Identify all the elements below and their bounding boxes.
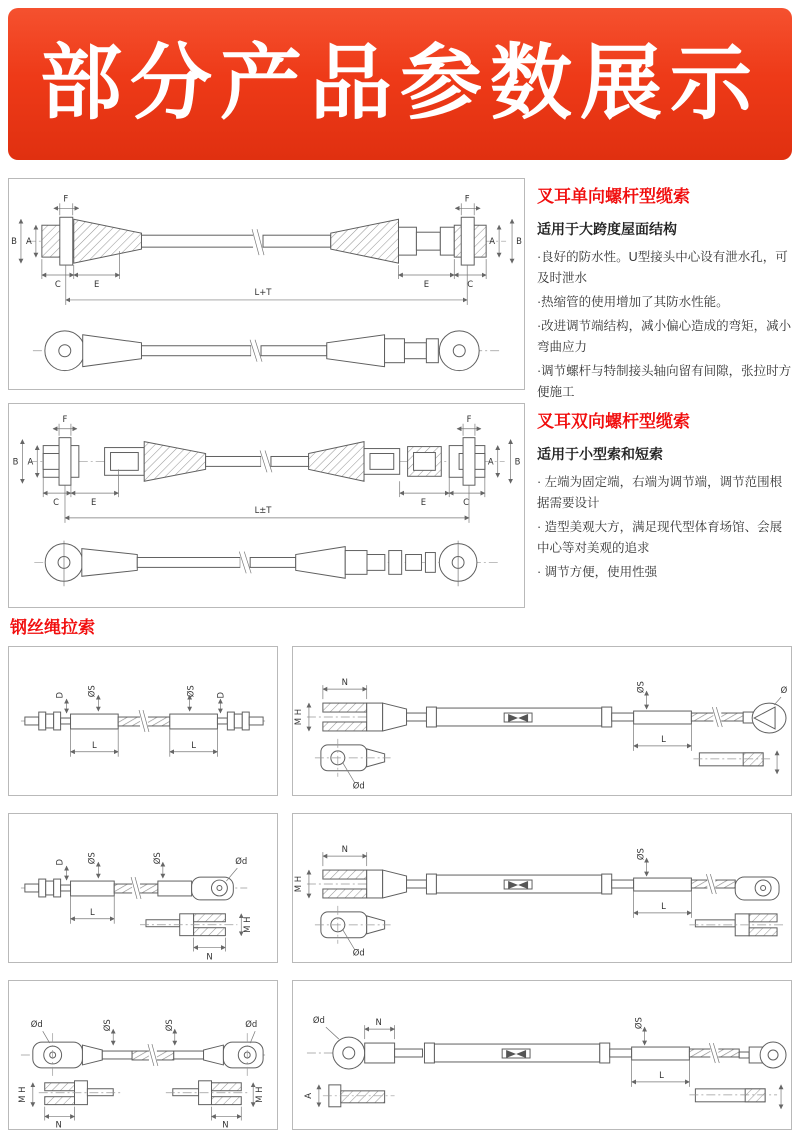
- dim-label: E: [91, 497, 97, 508]
- stud-stud-rope-drawing: [9, 647, 277, 795]
- bullet: · 左端为固定端，右端为调节端，调节范围根据需要设计: [537, 475, 783, 510]
- dim-label: B: [514, 456, 521, 467]
- dim-label: E: [93, 278, 100, 289]
- dim-label: A: [26, 236, 32, 247]
- dim-label: C: [467, 278, 474, 289]
- dim-label: B: [516, 236, 522, 247]
- single-screw-cable-drawing: [9, 179, 524, 389]
- dim-label: D: [54, 691, 65, 699]
- dim-label: F: [466, 413, 472, 424]
- dim-label: N: [341, 677, 348, 688]
- dim-label: Ød: [245, 1019, 258, 1030]
- dim-label: N: [341, 844, 348, 855]
- dim-label: A: [487, 456, 494, 467]
- dim-label: Ø: [780, 685, 788, 696]
- dim-label: Ød: [352, 947, 365, 958]
- single-screw-cable-diagram-frame: [8, 178, 525, 390]
- fork-turnbuckle-eye-drawing: [293, 814, 791, 962]
- fork-turnbuckle-eye-diagram-frame: [292, 813, 792, 963]
- dim-label: M H: [254, 1086, 265, 1103]
- section-title: 叉耳双向螺杆型缆索: [537, 412, 690, 431]
- double-screw-cable-info: [537, 407, 793, 586]
- wire-rope-section-label: 钢丝绳拉索: [10, 618, 95, 637]
- section-subtitle: 适用于大跨度屋面结构: [537, 221, 677, 237]
- dim-label: L: [659, 1069, 664, 1080]
- dim-label: B: [11, 236, 17, 247]
- dim-label: M H: [293, 875, 303, 893]
- dim-label: L: [92, 739, 97, 750]
- dim-label: N: [375, 1017, 382, 1028]
- bullet: ·调节螺杆与特制接头轴向留有间隙，张拉时方便施工: [537, 364, 792, 399]
- dim-label: A: [27, 456, 34, 467]
- dim-label: ØS: [635, 681, 646, 694]
- dim-label: N: [206, 951, 213, 962]
- dim-label: L+T: [254, 286, 272, 297]
- dim-label: F: [62, 413, 68, 424]
- dim-label: E: [420, 497, 427, 508]
- bullet: · 造型美观大方，满足现代型体育场馆、会展中心等对美观的追求: [537, 520, 783, 555]
- dim-label: E: [423, 278, 430, 289]
- dim-label: L: [191, 739, 196, 750]
- ring-turnbuckle-eye-drawing: [293, 981, 791, 1129]
- page-banner: [8, 8, 792, 160]
- section-title: 叉耳单向螺杆型缆索: [537, 187, 690, 206]
- dim-label: M H: [293, 708, 303, 726]
- dim-label: M H: [242, 916, 253, 933]
- dim-label: A: [489, 236, 496, 247]
- dim-label: L: [661, 733, 666, 744]
- dim-label: D: [215, 691, 226, 699]
- dim-label: Ød: [312, 1015, 325, 1026]
- dim-label: F: [63, 193, 69, 204]
- dim-label: ØS: [633, 1017, 644, 1030]
- dim-label: D: [54, 858, 65, 866]
- dim-label: M H: [16, 1086, 27, 1103]
- dim-label: ØS: [635, 848, 646, 861]
- single-screw-cable-info: [537, 182, 793, 406]
- dim-label: ØS: [86, 685, 97, 698]
- dim-label: L: [90, 906, 95, 917]
- dim-label: C: [54, 278, 61, 289]
- double-screw-cable-drawing: [9, 404, 524, 607]
- stud-eye-rope-drawing: [9, 814, 277, 962]
- dim-label: B: [12, 456, 19, 467]
- dim-label: Ød: [30, 1019, 43, 1030]
- dim-label: N: [55, 1119, 62, 1129]
- dim-label: ØS: [86, 852, 97, 865]
- dim-label: N: [222, 1119, 229, 1129]
- dim-label: ØS: [163, 1019, 174, 1032]
- dim-label: L±T: [254, 504, 272, 515]
- dim-label: ØS: [151, 852, 162, 865]
- dim-label: A: [302, 1092, 313, 1099]
- eye-eye-rope-diagram-frame: [8, 980, 278, 1130]
- stud-eye-rope-diagram-frame: [8, 813, 278, 963]
- section-subtitle: 适用于小型索和短索: [537, 446, 663, 462]
- dim-label: Ød: [352, 780, 365, 791]
- dim-label: ØS: [102, 1019, 113, 1032]
- dim-label: C: [53, 497, 60, 508]
- stud-stud-rope-diagram-frame: [8, 646, 278, 796]
- bullet: · 调节方便，使用性强: [537, 565, 658, 579]
- fork-turnbuckle-thimble-diagram-frame: [292, 646, 792, 796]
- ring-turnbuckle-eye-diagram-frame: [292, 980, 792, 1130]
- bullet: ·改进调节端结构，减小偏心造成的弯矩，减小弯曲应力: [537, 319, 792, 354]
- bullet: ·良好的防水性。U型接头中心设有泄水孔，可及时泄水: [537, 250, 788, 285]
- dim-label: ØS: [185, 685, 196, 698]
- dim-label: F: [464, 193, 470, 204]
- eye-eye-rope-drawing: [9, 981, 277, 1129]
- page-title: 部分产品参数展示: [39, 38, 760, 129]
- dim-label: Ød: [235, 856, 248, 867]
- bullet: ·热缩管的使用增加了其防水性能。: [537, 295, 729, 309]
- double-screw-cable-diagram-frame: [8, 403, 525, 608]
- fork-turnbuckle-thimble-drawing: [293, 647, 791, 795]
- dim-label: C: [463, 497, 469, 508]
- dim-label: L: [661, 900, 666, 911]
